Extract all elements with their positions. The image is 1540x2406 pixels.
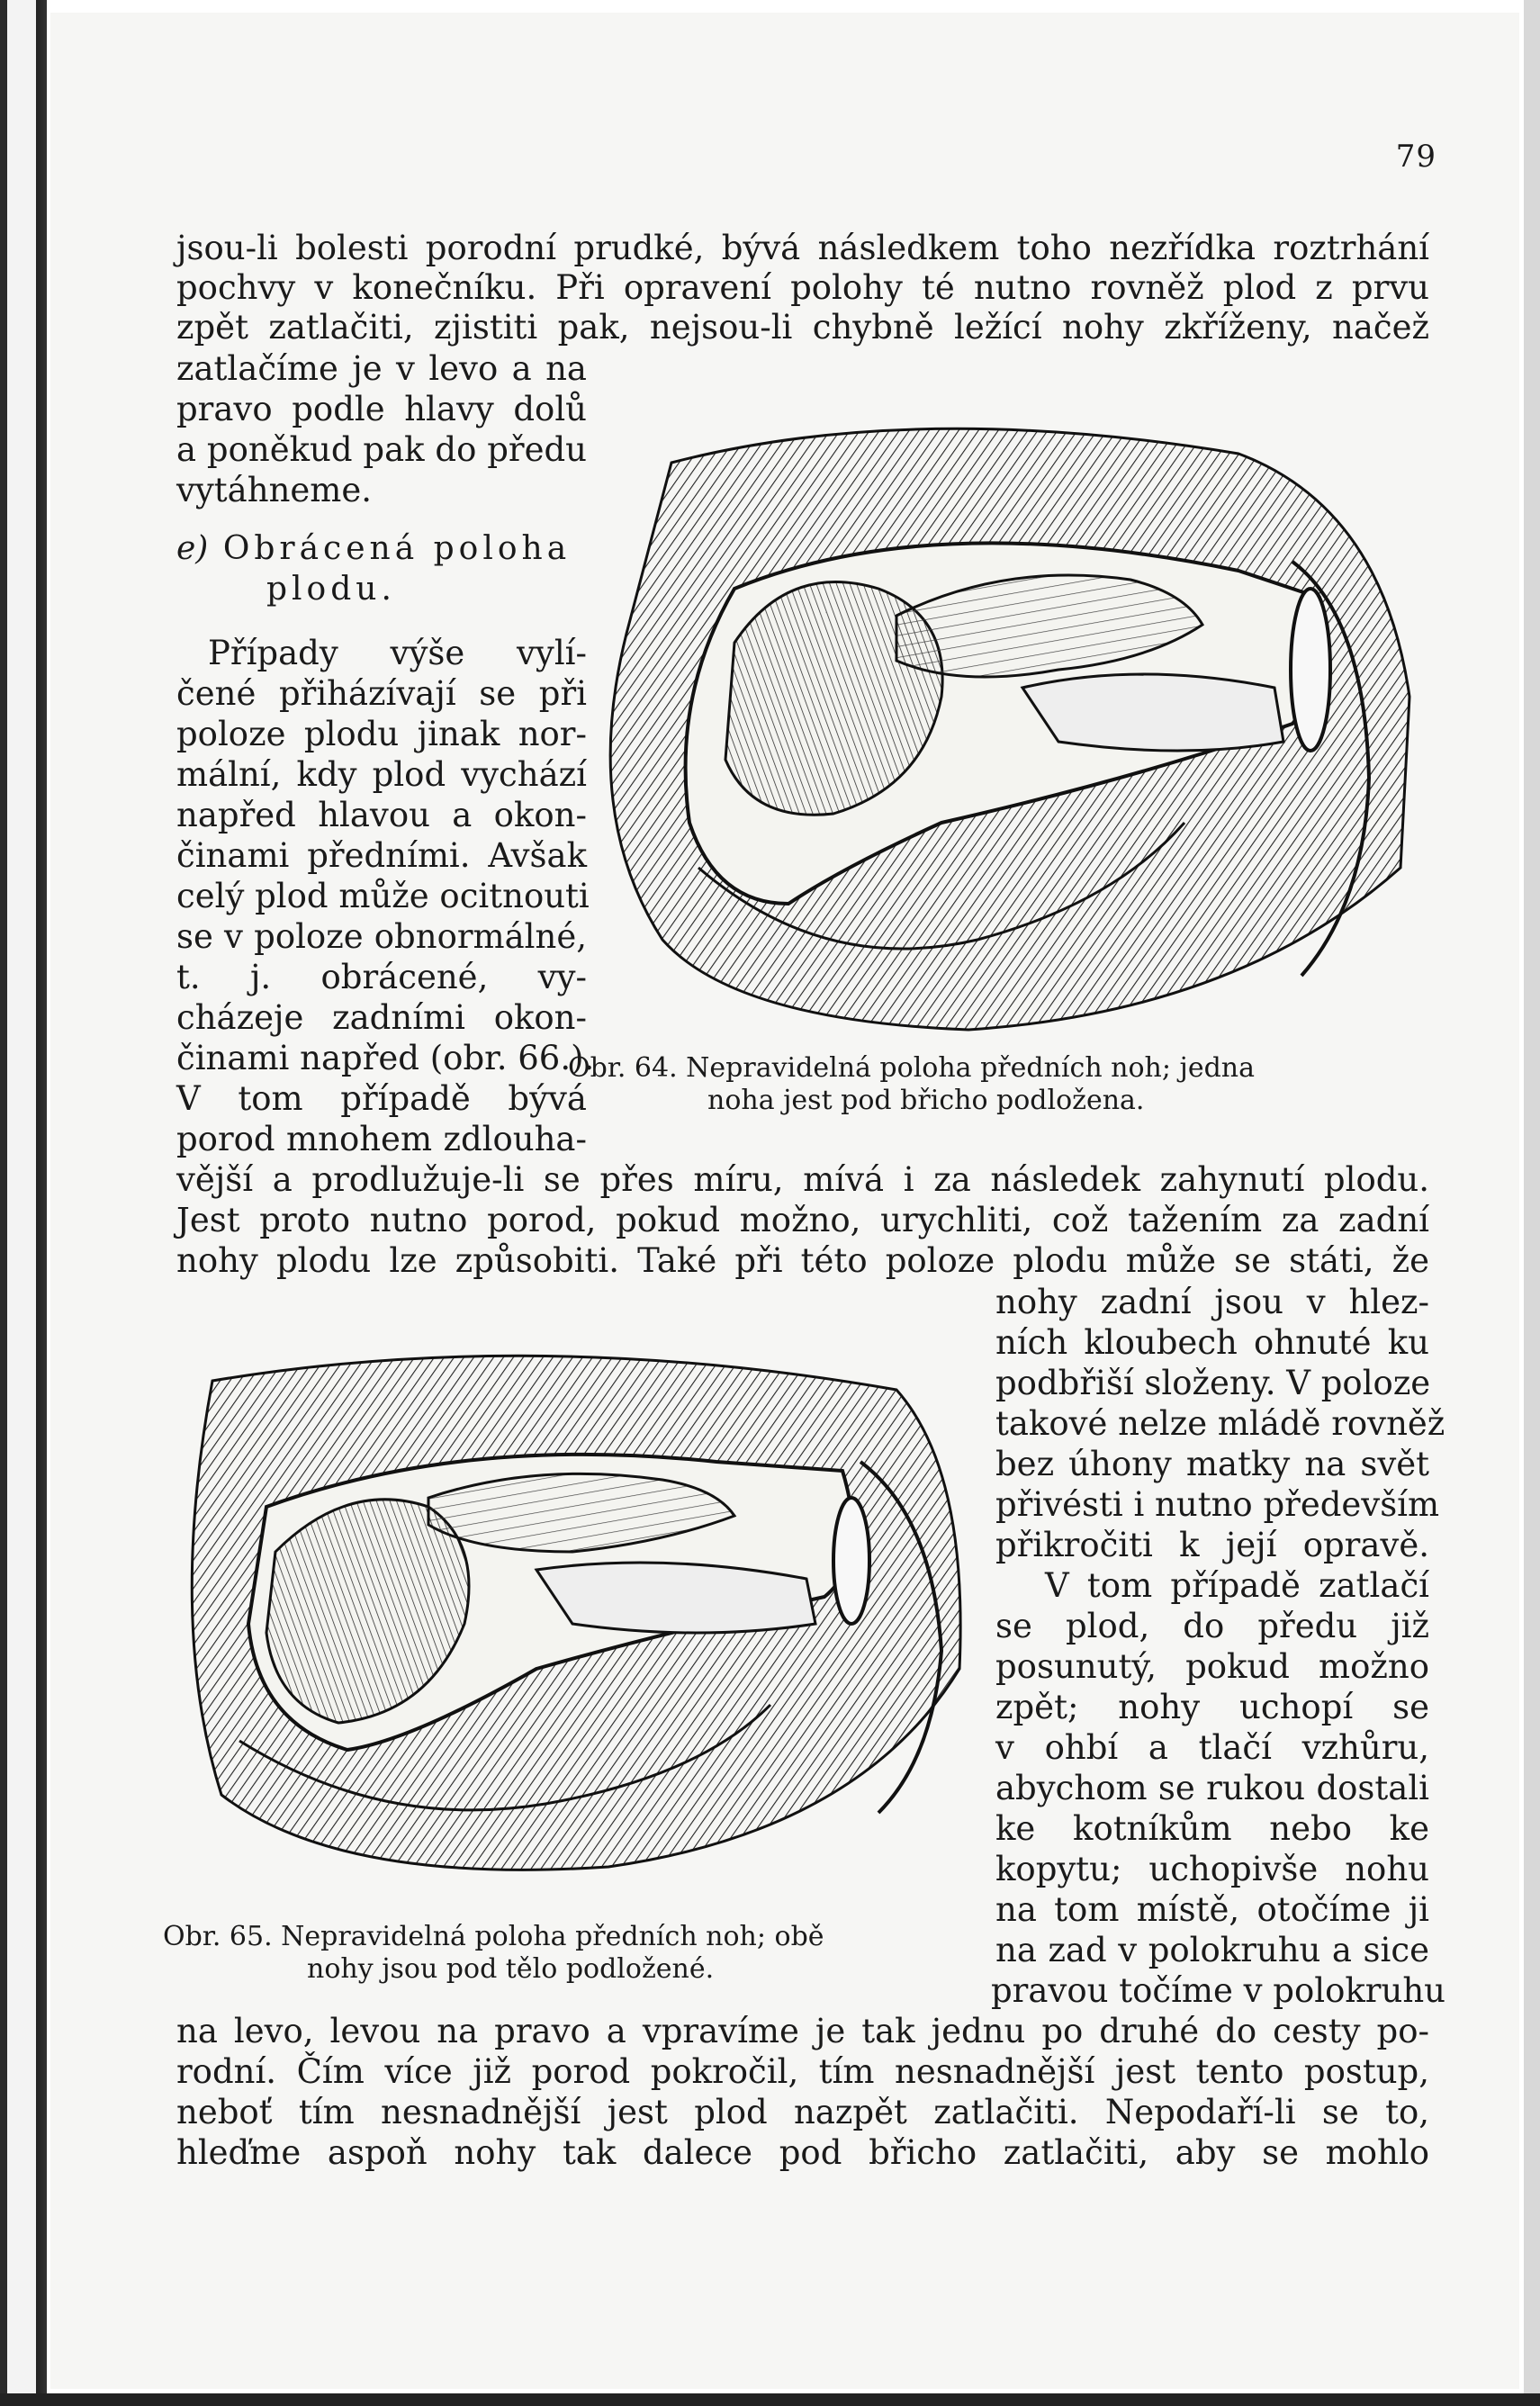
text-line: neboť tím nesnadnější jest plod nazpět zatlačiti. Nepodaří-li se to, [176,2093,1429,2131]
text-line: nohy plodu lze způsobiti. Také při této poloze plodu může se státi, že [176,1241,1429,1280]
text-line: vytáhneme. [176,471,373,509]
text-line: hleďme aspoň nohy tak dalece pod břicho zatlačiti, aby se mohlo [176,2133,1429,2172]
text-line: zpět; nohy uchopí se [995,1688,1429,1726]
text-line: mální, kdy plod vychází [176,755,587,794]
figure-65-caption-line1: Obr. 65. Nepravidelná poloha předních noh; obě [163,1921,824,1952]
text-line: kopytu; uchopivše nohu [995,1850,1429,1888]
text-line: Jest proto nutno porod, pokud možno, urychliti, což tažením za zadní [176,1201,1429,1239]
text-line: činami předními. Avšak [176,836,587,875]
section-heading [176,530,571,567]
text-line: se v poloze obnormálné, [176,917,587,956]
text-line: ních kloubech ohnuté ku [995,1323,1429,1362]
text-line: nohy zadní jsou v hlez- [995,1283,1429,1321]
text-line: na levo, levou na pravo a vpravíme je tak jednu po druhé do cesty po- [176,2012,1429,2050]
section-title-line2: plodu. [266,571,396,608]
text-line: abychom se rukou dostali [995,1769,1429,1807]
figure-65-illustration [158,1327,995,1903]
text-line: zatlačíme je v levo a na [176,349,587,388]
text-line: porod mnohem zdlouha- [176,1120,587,1158]
scan-right-edge [1524,0,1540,2406]
text-line: pochvy v konečníku. Při opravení polohy té nutno rovněž plod z prvu [176,268,1429,307]
section-marker: e) [176,530,209,567]
figure-64-illustration [554,400,1418,1048]
figure-64-caption-line1: Obr. 64. Nepravidelná poloha předních noh; jedna [568,1052,1255,1084]
text-line: na zad v polokruhu a sice [995,1931,1429,1969]
text-line: se plod, do předu již [995,1607,1429,1645]
text-line: a poněkud pak do předu [176,430,587,469]
text-line: rodní. Čím více již porod pokročil, tím nesnadnější jest tento postup, [176,2052,1429,2091]
text-line: napřed hlavou a okon- [176,796,587,834]
text-line: pravo podle hlavy dolů [176,390,587,428]
text-line: podbřiší složeny. V poloze [995,1364,1431,1402]
text-line: pravou točíme v polokruhu [991,1971,1445,2010]
page-number: 79 [1395,139,1436,175]
text-line: posunutý, pokud možno [995,1647,1429,1686]
text-line: t. j. obrácené, vy- [176,958,587,996]
text-line: cházeje zadními okon- [176,998,587,1037]
text-line: přivésti i nutno především [995,1485,1440,1524]
text-line: ke kotníkům nebo ke [995,1809,1429,1848]
figure-65-caption-line2: nohy jsou pod tělo podložené. [307,1953,715,1985]
text-line: činami napřed (obr. 66.). [176,1039,595,1077]
text-line: Případy výše vylí- [208,634,587,672]
text-line: na tom místě, otočíme ji [995,1890,1429,1929]
figure-64-caption-line2: noha jest pod břicho podložena. [707,1085,1145,1116]
text-line: zpět zatlačiti, zjistiti pak, nejsou-li chybně ležící nohy zkříženy, načež [176,308,1429,347]
text-line: čené přiházívají se při [176,674,587,713]
text-line: V tom případě zatlačí [1045,1566,1429,1605]
text-line: bez úhony matky na svět [995,1445,1429,1483]
text-line: jsou-li bolesti porodní prudké, bývá následkem toho nezřídka roztrhání [176,229,1429,267]
scan-left-edge [0,0,47,2406]
section-title-line1: Obrácená poloha [222,530,572,567]
book-page [50,13,1519,2389]
text-line: poloze plodu jinak nor- [176,715,587,753]
text-line: vější a prodlužuje-li se přes míru, mívá i za následek zahynutí plodu. [176,1160,1429,1199]
text-line: v ohbí a tlačí vzhůru, [995,1728,1429,1767]
text-line: celý plod může ocitnouti [176,877,590,915]
scan-bottom-edge [0,2393,1540,2406]
text-line: takové nelze mládě rovněž [995,1404,1445,1443]
text-line: V tom případě bývá [176,1079,587,1118]
text-line: přikročiti k její opravě. [995,1526,1429,1564]
